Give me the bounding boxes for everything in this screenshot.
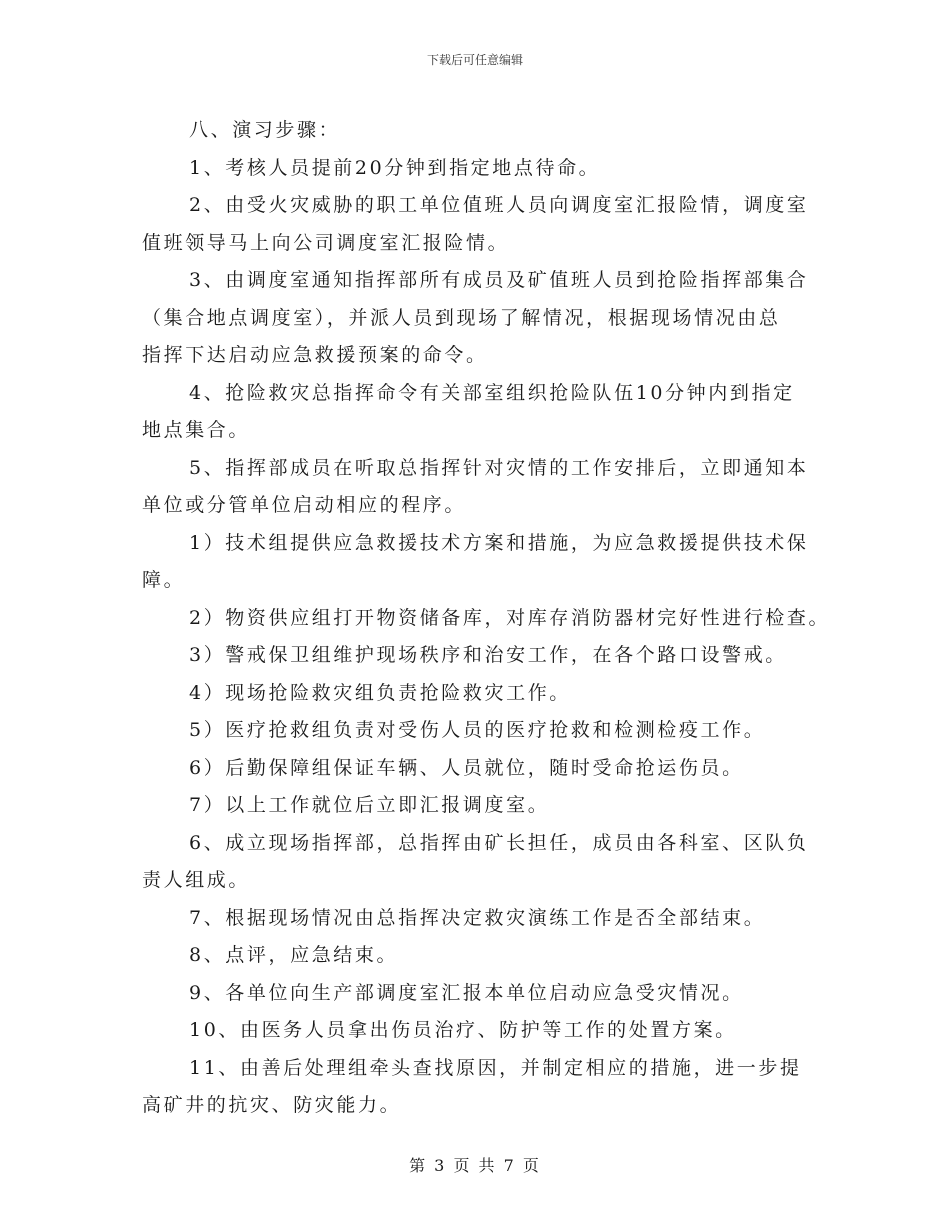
document-body <box>142 112 831 1125</box>
document-line: 值班领导马上向公司调度室汇报险情。 <box>142 231 510 254</box>
document-line: 11、由善后处理组牵头查找原因，并制定相应的措施，进一步提 <box>189 1056 802 1079</box>
document-line: 8、点评，应急结束。 <box>189 944 399 966</box>
document-line: 4、抢险救灾总指挥命令有关部室组织抢险队伍10分钟内到指定 <box>189 381 795 404</box>
document-line: 指挥下达启动应急救援预案的命令。 <box>142 344 488 366</box>
document-line: 3）警戒保卫组维护现场秩序和治安工作，在各个路口设警戒。 <box>189 644 787 666</box>
document-line: 3、由调度室通知指挥部所有成员及矿值班人员到抢险指挥部集合 <box>189 269 809 291</box>
document-line: 地点集合。 <box>142 419 251 441</box>
document-line: （集合地点调度室），并派人员到现场了解情况，根据现场情况由总 <box>142 306 781 329</box>
document-line: 2）物资供应组打开物资储备库，对库存消防器材完好性进行检查。 <box>189 606 831 629</box>
document-line: 5、指挥部成员在听取总指挥针对灾情的工作安排后，立即通知本 <box>189 456 809 479</box>
document-line: 5）医疗抢救组负责对受伤人员的医疗抢救和检测检疫工作。 <box>189 719 766 741</box>
document-line: 4）现场抢险救灾组负责抢险救灾工作。 <box>189 681 571 704</box>
document-line: 1）技术组提供应急救援技术方案和措施，为应急救援提供技术保 <box>189 531 809 554</box>
document-line: 高矿井的抗灾、防灾能力。 <box>142 1094 402 1116</box>
document-line: 7）以上工作就位后立即汇报调度室。 <box>189 794 550 816</box>
document-line: 6、成立现场指挥部，总指挥由矿长担任，成员由各科室、区队负 <box>189 831 809 854</box>
document-line: 1、考核人员提前20分钟到指定地点待命。 <box>189 156 601 179</box>
page-number-footer: 第 3 页 共 7 页 <box>409 1156 541 1175</box>
document-line: 9、各单位向生产部调度室汇报本单位启动应急受灾情况。 <box>189 981 744 1004</box>
document-line: 单位或分管单位启动相应的程序。 <box>142 494 467 516</box>
document-line: 障。 <box>142 569 186 591</box>
page-header-note: 下载后可任意编辑 <box>426 53 523 67</box>
document-line: 6）后勤保障组保证车辆、人员就位，随时受命抢运伤员。 <box>189 756 744 779</box>
document-line: 10、由医务人员拿出伤员治疗、防护等工作的处置方案。 <box>189 1019 737 1041</box>
document-line: 八、演习步骤： <box>189 119 341 141</box>
document-line: 2、由受火灾威胁的职工单位值班人员向调度室汇报险情，调度室 <box>189 194 809 216</box>
document-line: 7、根据现场情况由总指挥决定救灾演练工作是否全部结束。 <box>189 906 766 929</box>
document-line: 责人组成。 <box>142 869 251 891</box>
